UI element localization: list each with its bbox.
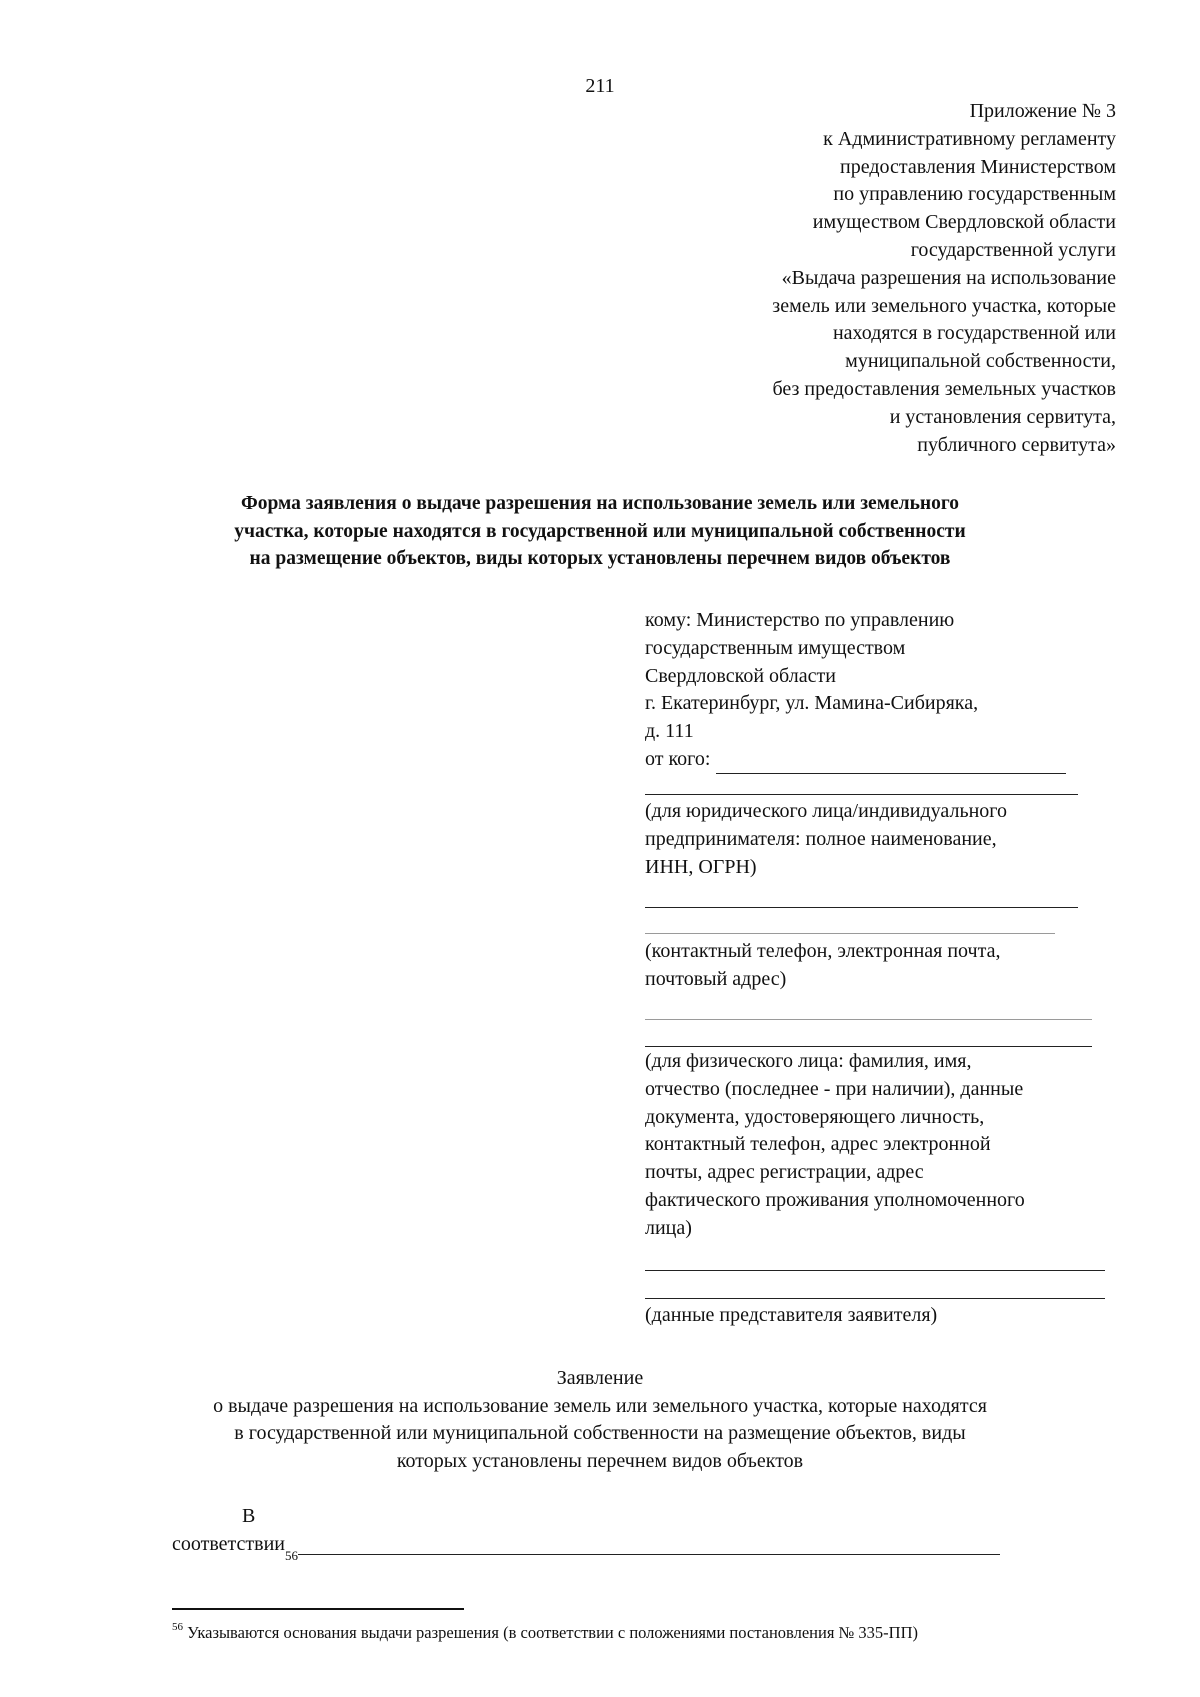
hint-line: ИНН, ОГРН) bbox=[645, 855, 757, 878]
hint-contacts bbox=[645, 938, 1000, 994]
from-label: от кого: bbox=[645, 747, 711, 770]
hint-line: предпринимателя: полное наименование, bbox=[645, 827, 997, 850]
hint-individual bbox=[645, 1048, 1025, 1243]
footnote-separator bbox=[172, 1608, 464, 1610]
from-input-line[interactable] bbox=[716, 751, 1066, 774]
recipient-block bbox=[645, 607, 1125, 774]
hint-line: (контактный телефон, электронная почта, bbox=[645, 940, 1001, 962]
basis-word-v: В bbox=[242, 1505, 256, 1527]
statement-line: о выдаче разрешения на использование земель или земельного участка, которые находятся bbox=[213, 1394, 987, 1417]
hint-line: лица) bbox=[645, 1216, 692, 1239]
hint-line: (для юридического лица/индивидуального bbox=[645, 800, 1007, 822]
from-field-row bbox=[645, 746, 1125, 774]
appendix-line: к Административному регламенту bbox=[823, 127, 1116, 150]
appendix-line: по управлению государственным bbox=[833, 183, 1116, 206]
footnote-number: 56 bbox=[172, 1620, 183, 1633]
appendix-line: и установления сервитута, bbox=[889, 405, 1116, 428]
hint-representative bbox=[645, 1302, 937, 1330]
appendix-line: земель или земельного участка, которые bbox=[772, 294, 1116, 317]
appendix-line: «Выдача разрешения на использование bbox=[781, 266, 1116, 289]
appendix-line: предоставления Министерством bbox=[840, 155, 1116, 178]
footnote bbox=[172, 1622, 918, 1644]
recipient-line: г. Екатеринбург, ул. Мамина-Сибиряка, bbox=[645, 692, 979, 715]
appendix-line: Приложение № 3 bbox=[969, 100, 1116, 122]
hint-line: почтовый адрес) bbox=[645, 967, 787, 990]
individual-input-line-2[interactable] bbox=[645, 1046, 1092, 1047]
hint-line: документа, удостоверяющего личность, bbox=[645, 1105, 985, 1128]
individual-input-line-1[interactable] bbox=[645, 1019, 1092, 1020]
basis-word: соответствии bbox=[172, 1533, 286, 1555]
appendix-line: находятся в государственной или bbox=[832, 322, 1116, 345]
recipient-line: кому: Министерство по управлению bbox=[645, 609, 955, 631]
appendix-header bbox=[596, 98, 1116, 459]
hint-legal-entity bbox=[645, 798, 1007, 881]
appendix-line: без предоставления земельных участков bbox=[772, 377, 1116, 400]
basis-input-line[interactable] bbox=[298, 1532, 1000, 1555]
appendix-line: имуществом Свердловской области bbox=[812, 211, 1116, 234]
recipient-line: государственным имуществом bbox=[645, 636, 906, 659]
representative-input-line-2[interactable] bbox=[645, 1298, 1105, 1299]
statement-line: в государственной или муниципальной собственности на размещение объектов, виды bbox=[234, 1422, 966, 1444]
appendix-line: публичного сервитута» bbox=[917, 433, 1116, 456]
basis-row: соответствии $^{56}$ bbox=[172, 1530, 1000, 1558]
hint-line: отчество (последнее - при наличии), данные bbox=[645, 1077, 1024, 1100]
hint-line: фактического проживания уполномоченного bbox=[645, 1188, 1025, 1211]
hint-line: (данные представителя заявителя) bbox=[645, 1304, 938, 1326]
hint-line: (для физического лица: фамилия, имя, bbox=[645, 1050, 972, 1072]
footnote-text: Указываются основания выдачи разрешения (в соответствии с положениями постановления № 335-ПП) bbox=[183, 1623, 918, 1642]
recipient-line: Свердловской области bbox=[645, 664, 836, 687]
form-title-line: участка, которые находятся в государственной или муниципальной собственности bbox=[234, 520, 966, 542]
form-title bbox=[160, 490, 1040, 573]
form-title-line: на размещение объектов, виды которых установлены перечнем видов объектов bbox=[249, 548, 951, 569]
recipient-line: д. 111 bbox=[645, 720, 694, 743]
applicant-input-line[interactable] bbox=[645, 794, 1078, 795]
hint-line: контактный телефон, адрес электронной bbox=[645, 1133, 991, 1156]
page-number: 211 bbox=[585, 75, 615, 97]
statement-line: которых установлены перечнем видов объектов bbox=[396, 1449, 804, 1472]
representative-input-line-1[interactable] bbox=[645, 1270, 1105, 1271]
statement-heading: Заявление bbox=[556, 1367, 644, 1389]
statement-title bbox=[100, 1365, 1100, 1475]
appendix-line: муниципальной собственности, bbox=[845, 350, 1116, 373]
appendix-line: государственной услуги bbox=[910, 238, 1116, 261]
form-title-line: Форма заявления о выдаче разрешения на использование земель или земельного bbox=[240, 493, 960, 514]
hint-line: почты, адрес регистрации, адрес bbox=[645, 1161, 924, 1184]
contacts-input-line-1[interactable] bbox=[645, 907, 1078, 908]
contacts-input-line-2[interactable] bbox=[645, 933, 1055, 934]
